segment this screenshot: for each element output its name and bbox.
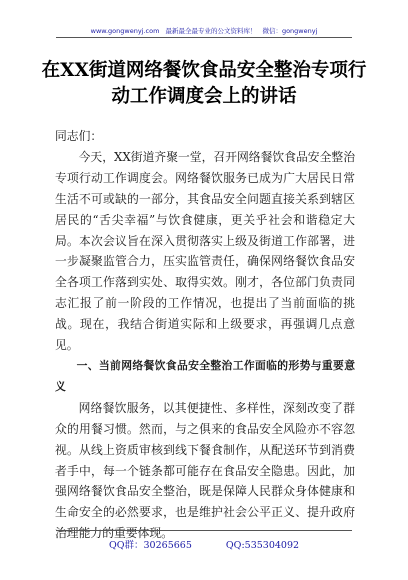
title-line-1: 在XX街道网络餐饮食品安全整治专项行 <box>41 60 367 81</box>
title-line-2: 动工作调度会上的讲话 <box>111 86 297 107</box>
header-slogan: 最新最全最专业的公文资料库！ <box>165 27 257 35</box>
header-website-link[interactable]: www.gongwenyj.com <box>90 27 160 35</box>
paragraph-intro: 今天，XX街道齐聚一堂，召开网络餐饮食品安全整治专项行动工作调度会。网络餐饮服务已成为广大居民日常生活不可或缺的一部分，其食品安全问题直接关系到辖区居民的“舌尖幸福”与饮食健康，更关乎社会和谐稳定大局。本次会议旨在深入贯彻落实上级及街道工作部署，进一步凝聚监管合力，压实监管责任，确保网络餐饮食品安全各项工作落到实处、取得实效。刚才，各位部门负责同志汇报了前一阶段的工作情况，也提出了当前面临的挑战。现在，我结合街道实际和上级要求，再强调几点意见。 <box>55 149 355 353</box>
footer-qq: QQ:535304092 <box>225 540 300 551</box>
page-header <box>0 26 408 35</box>
document-title <box>40 58 368 110</box>
footer-divider <box>56 530 352 531</box>
salutation: 同志们： <box>55 129 103 143</box>
page-footer <box>0 537 408 551</box>
header-divider <box>56 37 352 38</box>
footer-qq-group: QQ群：30265665 <box>108 540 192 551</box>
section-heading-1: 一、当前网络餐饮食品安全整治工作面临的形势与重要意义 <box>55 358 355 393</box>
header-wechat: 微信：gongwenyj <box>262 27 318 35</box>
document-body <box>55 126 355 544</box>
paragraph-situation: 网络餐饮服务，以其便捷性、多样性，深刻改变了群众的用餐习惯。然而，与之俱来的食品安全风险亦不容忽视。从线上资质审核到线下餐食制作，从配送环节到消费者手中，每一个链条都可能存在食品安全隐患。因此，加强网络餐饮食品安全整治，既是保障人民群众身体健康和生命安全的必然要求，也是维护社会公平正义、提升政府治理能力的重要体现。 <box>55 400 355 541</box>
